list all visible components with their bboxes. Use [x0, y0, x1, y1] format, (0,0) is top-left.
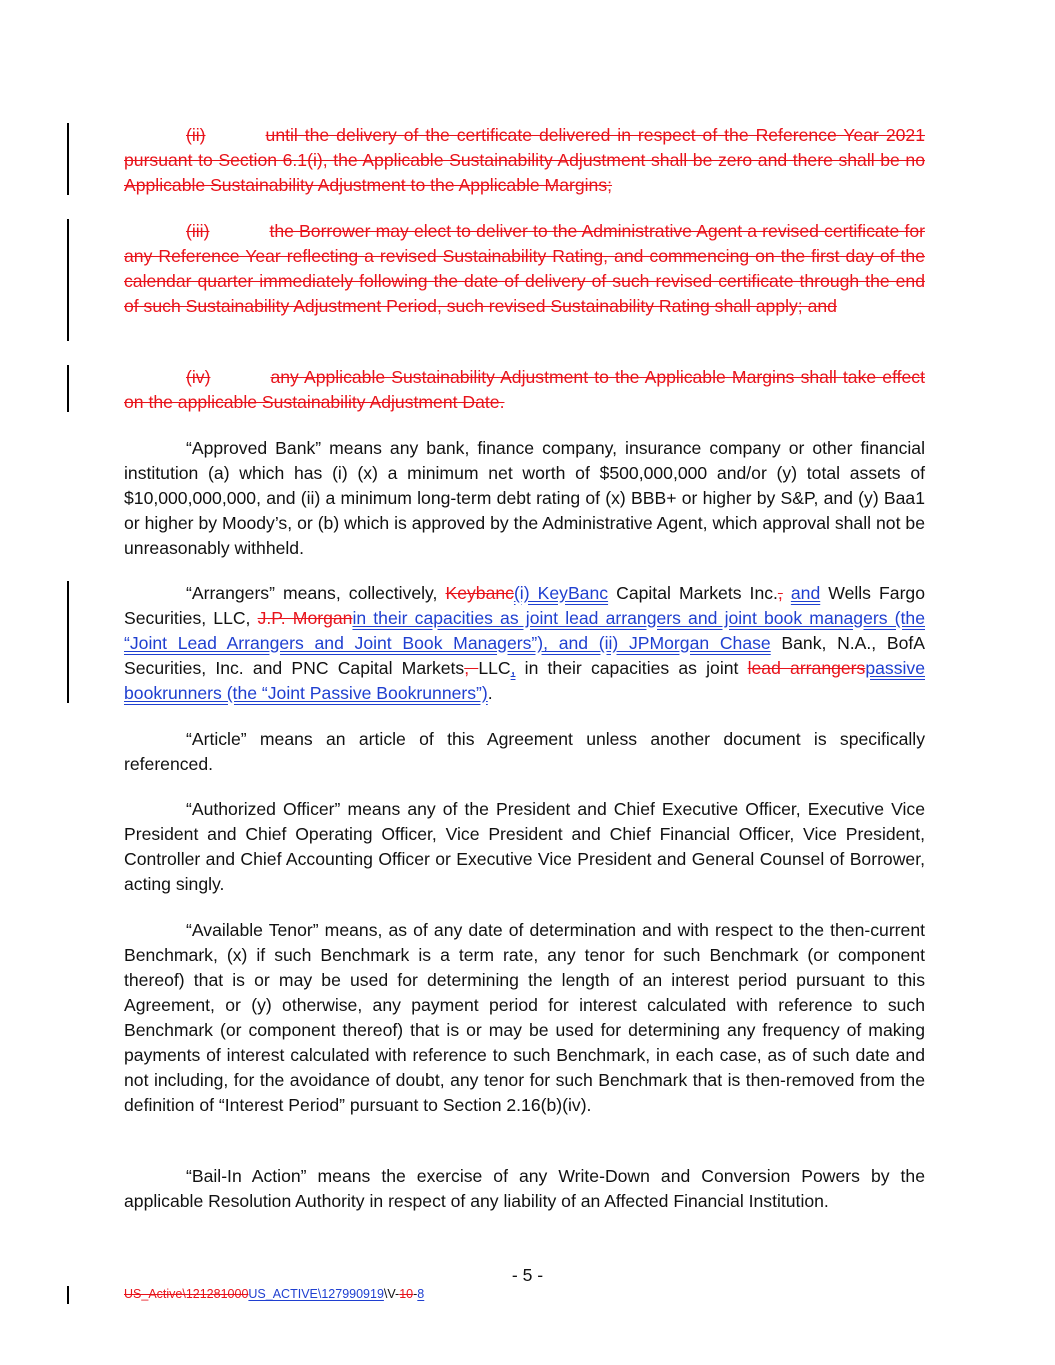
definition-bail-in-action: “Bail-In Action” means the exercise of any Write-Down and Conversion Powers by the applicable Resolution Authority in respect of any liability of an Affected Financial Institution. — [124, 1166, 925, 1211]
definition-authorized-officer: “Authorized Officer” means any of the President and Chief Executive Officer, Executive Vice President and Chief Operating Officer, Vice President and Chief Financial Officer, Vice President, Controller and Chief Accounting Officer or Executive Vice President and General Counsel of Borrower, acting singly. — [124, 799, 925, 894]
clause-iii — [124, 219, 925, 319]
deleted-run: US_Active\121281000 — [124, 1287, 249, 1301]
inserted-run: (i) KeyBanc — [513, 583, 609, 603]
inserted-run: in their capacities as joint lead arrangers and joint book managers (the “Joint Lead Arrangers and Joint Book Managers”), and (ii) JPMorgan Chase — [124, 608, 925, 653]
deleted-run: 10 — [399, 1287, 414, 1301]
document-footer-id — [124, 1285, 424, 1303]
change-bar — [67, 581, 69, 703]
text-run: LLC — [478, 658, 511, 678]
text-run: in their capacities as joint — [515, 658, 748, 678]
deleted-run: , — [777, 583, 783, 603]
definition-approved-bank: “Approved Bank” means any bank, finance company, insurance company or other financial institution (a) which has (i) (x) a minimum net worth of $500,000,000 and/or (y) total assets of $10,000,000,000, and (ii) a minimum long-term debt rating of (x) BBB+ or higher by S&P, and (y) Baa1 or higher by Moody’s, or (b) which is approved by the Administrative Agent, which approval shall not be unreasonably withheld. — [124, 438, 925, 558]
change-bar — [67, 365, 69, 412]
clause-number: (ii) — [186, 125, 206, 145]
page-number: - 5 - — [511, 1265, 544, 1285]
deleted-run: lead arrangers — [747, 658, 866, 678]
clause-text: until the delivery of the certificate delivered in respect of the Reference Year 2021 pursuant to Section 6.1(i), the Applicable Sustainability Adjustment shall be zero and there shall be no Applicable Sustainability Adjustment to the Applicable Margins; — [124, 125, 925, 195]
text-run: . — [487, 683, 493, 703]
deleted-run: , — [464, 658, 479, 678]
inserted-run: , — [510, 658, 516, 678]
deleted-run: J.P. Morgan — [257, 608, 353, 628]
text-run: Bank, N.A., BofA Securities, Inc. and PNC Capital Markets — [124, 633, 925, 678]
definition-arrangers — [124, 581, 925, 706]
inserted-run: passive bookrunners (the “Joint Passive Bookrunners”) — [124, 658, 925, 703]
text-run — [783, 583, 791, 603]
clause-text: any Applicable Sustainability Adjustment to the Applicable Margins shall take effect on the applicable Sustainability Adjustment Date. — [124, 367, 925, 412]
clause-number: (iii) — [186, 221, 210, 241]
change-bar — [67, 1286, 69, 1304]
definition-available-tenor: “Available Tenor” means, as of any date of determination and with respect to the then-current Benchmark, (x) if such Benchmark is a term rate, any tenor for such Benchmark (or component thereof) that is or may be used for determining the length of an interest period pursuant to this Agreement, or (y) otherwise, any payment period for interest calculated with reference to such Benchmark (or component thereof) that is or may be used for determining any frequency of making payments of interest calculated with reference to such Benchmark, in each case, as of such date and not including, for the avoidance of doubt, any tenor for such Benchmark that is then-removed from the definition of “Interest Period” pursuant to Section 2.16(b)(iv). — [124, 920, 925, 1115]
clause-text: the Borrower may elect to deliver to the Administrative Agent a revised certificate for any Reference Year reflecting a revised Sustainability Rating, and commencing on the first day of the calendar quarter immediately following the date of delivery of such revised certificate through the end of such Sustainability Adjustment Period, such revised Sustainability Rating shall apply; and — [124, 221, 925, 316]
definition-article: “Article” means an article of this Agreement unless another document is specifically referenced. — [124, 729, 925, 774]
clause-number: (iv) — [186, 367, 211, 387]
clause-iv — [124, 365, 925, 415]
text-run: Wells Fargo Securities, LLC, — [124, 583, 925, 628]
change-bar — [67, 219, 69, 341]
inserted-run: US_ACTIVE\127990919 — [248, 1287, 384, 1301]
inserted-run: and — [790, 583, 821, 603]
clause-ii — [124, 123, 925, 198]
text-run: “Arrangers” means, collectively, — [186, 583, 446, 603]
inserted-run: 8 — [417, 1287, 425, 1301]
change-bar — [67, 123, 69, 195]
text-run: \V- — [383, 1287, 400, 1301]
text-run: Capital Markets Inc. — [608, 583, 778, 603]
deleted-run: Keybanc — [445, 583, 514, 603]
text-run: - — [413, 1287, 418, 1301]
